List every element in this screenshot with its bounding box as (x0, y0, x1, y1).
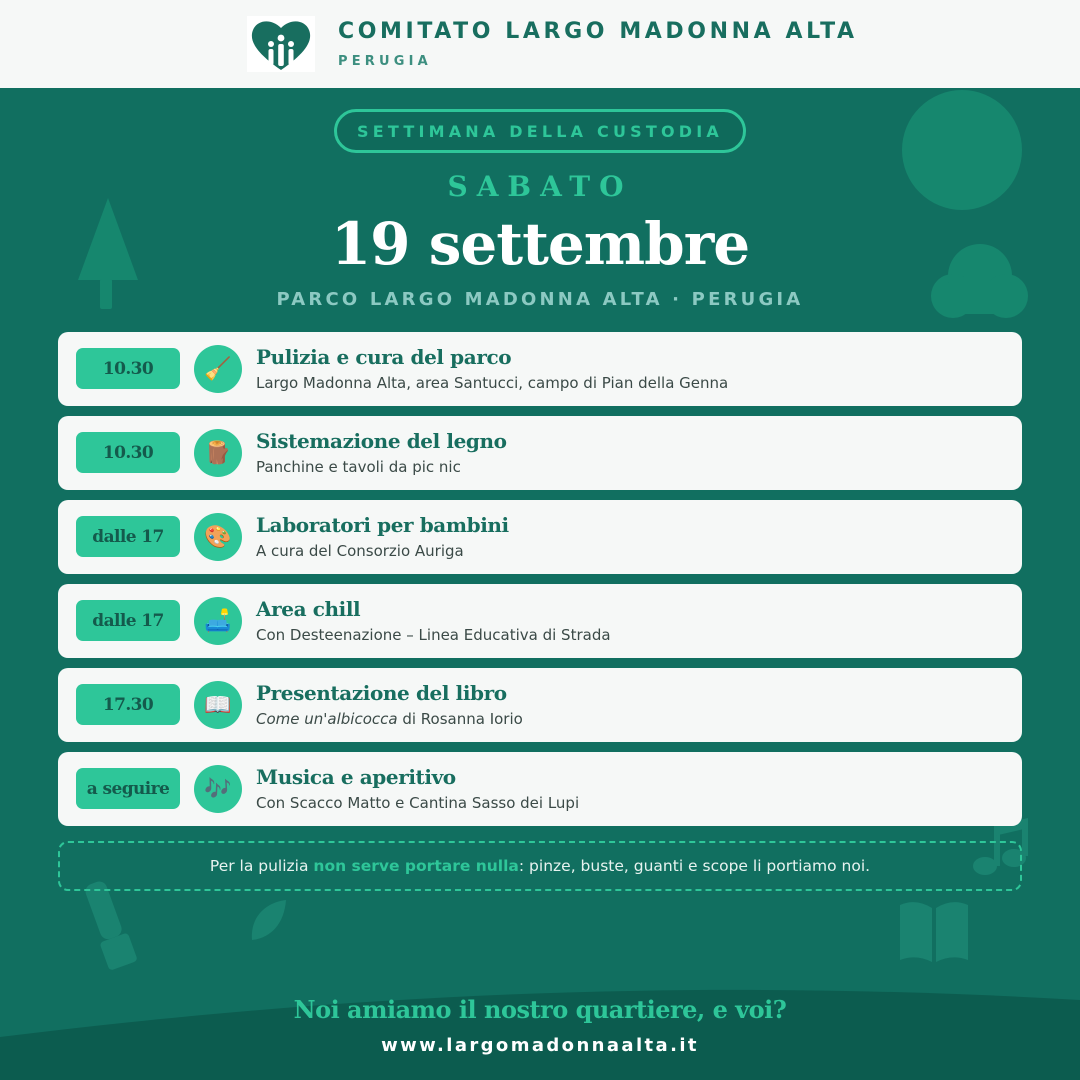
activity-title: Sistemazione del legno (256, 429, 507, 453)
couch-lamp-icon: 🛋️ (194, 597, 242, 645)
time-badge: 10.30 (76, 432, 180, 473)
activity-subtitle: Con Desteenazione – Linea Educativa di Strada (256, 626, 611, 644)
organization-city: PERUGIA (338, 54, 432, 69)
schedule-item (58, 332, 1022, 406)
cleaning-note (58, 841, 1022, 891)
leaf-decoration-icon (252, 900, 286, 940)
music-notes-icon: 🎶 (194, 765, 242, 813)
schedule-item (58, 752, 1022, 826)
activity-title: Laboratori per bambini (256, 513, 509, 537)
schedule-item (58, 668, 1022, 742)
palette-icon: 🎨 (194, 513, 242, 561)
footer-tagline: Noi amiamo il nostro quartiere, e voi? (293, 995, 787, 1024)
event-date: 19 settembre (330, 210, 750, 278)
note-highlight: non serve portare nulla (313, 857, 519, 875)
activity-subtitle: Con Scacco Matto e Cantina Sasso dei Lupi (256, 794, 580, 812)
schedule-item (58, 416, 1022, 490)
activity-title: Musica e aperitivo (256, 765, 456, 789)
event-venue: PARCO LARGO MADONNA ALTA · PERUGIA (276, 289, 804, 310)
activity-subtitle: Panchine e tavoli da pic nic (256, 458, 461, 476)
schedule-item (58, 584, 1022, 658)
time-badge: dalle 17 (76, 600, 180, 641)
open-book-icon: 📖 (194, 681, 242, 729)
website-link[interactable]: www.largomadonnaalta.it (381, 1035, 699, 1056)
event-day: SABATO (447, 170, 633, 203)
activity-title: Area chill (256, 597, 361, 621)
activity-subtitle (256, 710, 523, 728)
time-badge: 10.30 (76, 348, 180, 389)
activity-subtitle: Largo Madonna Alta, area Santucci, campo di Pian della Genna (256, 374, 729, 392)
note-text-before: Per la pulizia (209, 857, 314, 875)
time-badge: a seguire (76, 768, 180, 809)
activity-title: Presentazione del libro (256, 681, 507, 705)
organization-name: COMITATO LARGO MADONNA ALTA (338, 19, 858, 44)
book-decoration-icon (900, 902, 968, 962)
book-title: Come un'albicocca (256, 710, 398, 728)
note-text-after: : pinze, buste, guanti e scope li portiamo noi. (518, 857, 871, 875)
brush-decoration-icon (80, 878, 138, 971)
heart-people-logo-icon (247, 16, 315, 72)
wood-log-icon: 🪵 (194, 429, 242, 477)
activity-subtitle: A cura del Consorzio Auriga (256, 542, 464, 560)
activity-title: Pulizia e cura del parco (256, 345, 512, 369)
header-bar (0, 0, 1080, 88)
time-badge: 17.30 (76, 684, 180, 725)
broom-icon: 🧹 (194, 345, 242, 393)
time-badge: dalle 17 (76, 516, 180, 557)
book-author: di Rosanna Iorio (397, 710, 523, 728)
schedule-item (58, 500, 1022, 574)
week-badge: SETTIMANA DELLA CUSTODIA (334, 109, 746, 153)
